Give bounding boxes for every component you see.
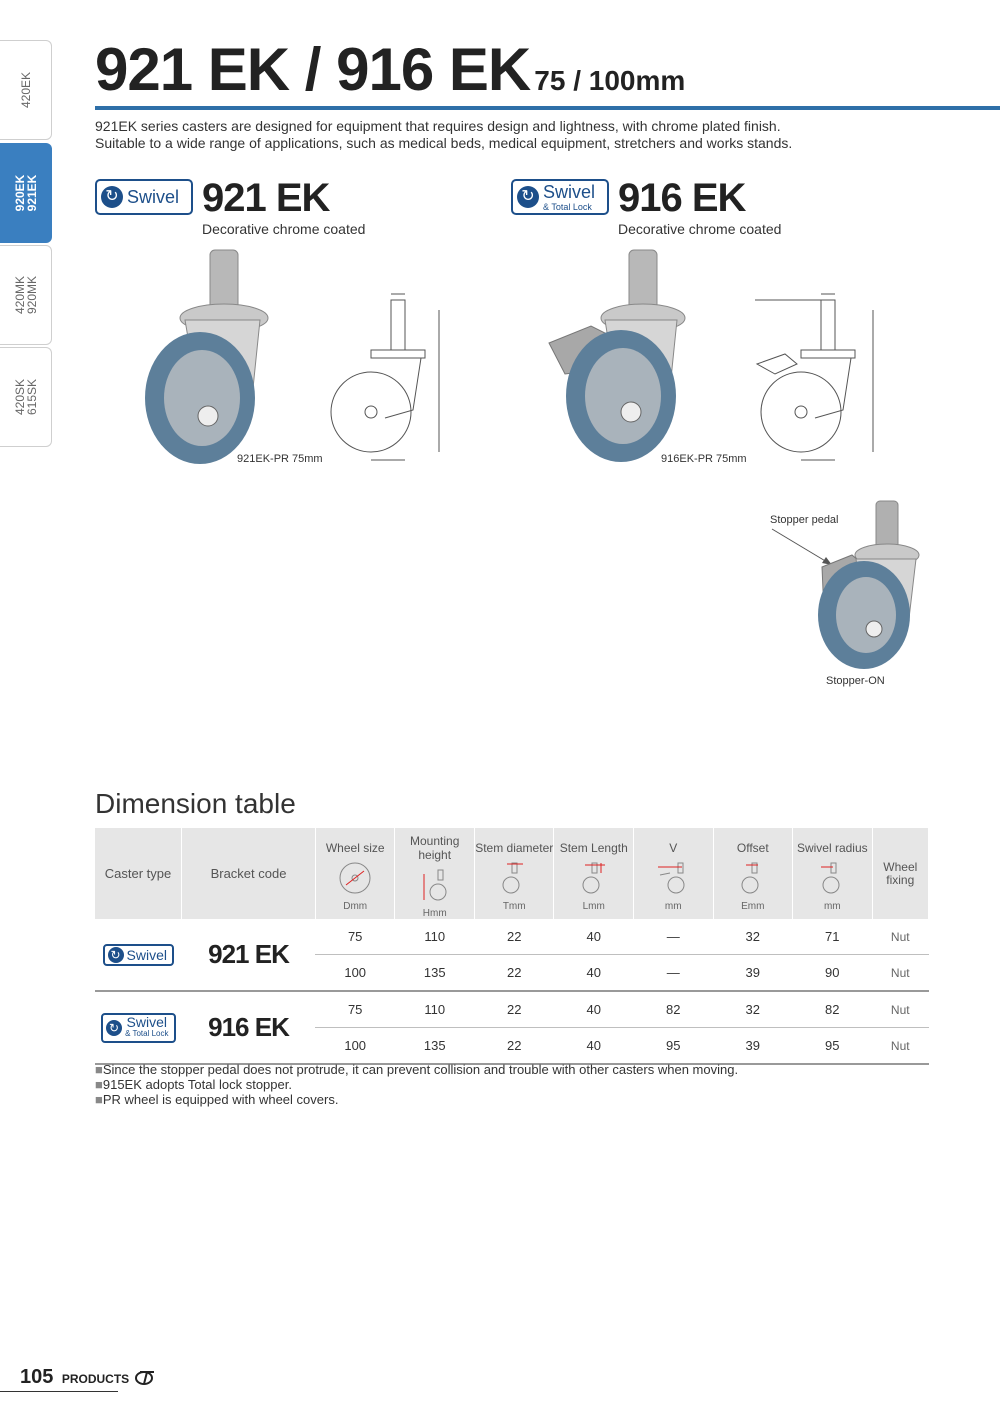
side-tab-920ek-921ek[interactable] xyxy=(0,143,52,243)
table-row xyxy=(95,991,929,1028)
page-title-size: 75 / 100mm xyxy=(534,65,686,96)
cell-stem-length: 40 xyxy=(554,955,634,992)
cell-mounting-height: 110 xyxy=(395,919,475,955)
header-mounting-height xyxy=(395,828,475,919)
note-item: ■ 915EK adopts Total lock stopper. xyxy=(95,1077,738,1092)
cell-offset: 39 xyxy=(713,955,793,992)
cell-wheel-fixing: Nut xyxy=(872,1028,928,1065)
side-tab-420ek[interactable] xyxy=(0,40,52,140)
header-wheel-fixing: Wheel fixing xyxy=(872,828,928,919)
cell-swivel-radius: 71 xyxy=(793,919,873,955)
stem-diameter-icon xyxy=(497,861,531,895)
header-label: Stem Length xyxy=(559,841,628,855)
cell-wheel-size: 100 xyxy=(315,955,395,992)
wheel-diameter-icon xyxy=(338,861,372,895)
cell-wheel-fixing: Nut xyxy=(872,919,928,955)
caster-916ek-photo xyxy=(545,248,695,468)
header-bracket-code: Bracket code xyxy=(182,828,316,919)
side-tab-420sk-615sk[interactable] xyxy=(0,347,52,447)
cell-swivel-radius: 95 xyxy=(793,1028,873,1065)
header-label: Mounting height xyxy=(410,834,460,862)
caster-916ek-drawing xyxy=(745,290,885,468)
cell-stem-diameter: 22 xyxy=(474,919,554,955)
swivel-icon: ↻ xyxy=(517,186,539,208)
title-underline xyxy=(95,106,1000,110)
cell-mounting-height: 110 xyxy=(395,991,475,1028)
offset-icon xyxy=(736,861,770,895)
swivel-icon: ↻ xyxy=(108,947,124,963)
v-dimension-icon xyxy=(656,861,690,895)
header-label: Offset xyxy=(736,841,769,855)
header-swivel-radius xyxy=(793,828,873,919)
cell-mounting-height: 135 xyxy=(395,1028,475,1065)
cell-stem-length: 40 xyxy=(554,1028,634,1065)
bracket-code-cell: 921 EK xyxy=(182,919,316,991)
header-unit: Hmm xyxy=(422,908,447,919)
badge-text xyxy=(125,1013,169,1040)
swivel-radius-icon xyxy=(815,861,849,895)
side-tab-420mk-920mk[interactable] xyxy=(0,245,52,345)
swivel-total-lock-badge xyxy=(101,1013,175,1043)
dimension-table-title: Dimension table xyxy=(95,788,296,819)
page-footer xyxy=(20,1366,156,1389)
product-model-916ek: 916 EK xyxy=(618,176,746,220)
page-title xyxy=(95,38,685,113)
note-item: ■ PR wheel is equipped with wheel covers. xyxy=(95,1092,738,1107)
intro-text xyxy=(95,118,792,152)
header-unit: mm xyxy=(823,901,841,912)
side-tab-label-text: 420MK 920MK xyxy=(12,275,39,315)
stopper-on-photo xyxy=(770,497,930,677)
swivel-badge xyxy=(95,179,193,215)
cell-offset: 32 xyxy=(713,991,793,1028)
cell-v: — xyxy=(634,919,714,955)
header-wheel-size xyxy=(315,828,395,919)
header-stem-length xyxy=(554,828,634,919)
mounting-height-icon xyxy=(418,868,452,902)
dimension-table xyxy=(95,828,929,1065)
table-header-row xyxy=(95,828,929,919)
header-unit: Dmm xyxy=(343,901,368,912)
caster-921ek-drawing xyxy=(325,290,445,468)
cell-v: 82 xyxy=(634,991,714,1028)
header-label: Wheel size xyxy=(325,841,385,855)
cell-offset: 32 xyxy=(713,919,793,955)
footer-label: PRODUCTS xyxy=(61,1372,130,1386)
footer-underline xyxy=(0,1391,118,1392)
intro-line: Suitable to a wide range of applications, such as medical beds, medical equipment, stretchers and works stands. xyxy=(95,135,793,151)
cell-wheel-fixing: Nut xyxy=(872,991,928,1028)
header-unit: Emm xyxy=(741,901,765,912)
table-row xyxy=(95,919,929,955)
header-label: V xyxy=(669,841,678,855)
cell-wheel-size: 75 xyxy=(315,991,395,1028)
badge-sublabel: & Total Lock xyxy=(125,1028,169,1038)
header-label: Stem diameter xyxy=(475,841,554,855)
header-caster-type: Caster type xyxy=(95,828,182,919)
stopper-pedal-label: Stopper pedal xyxy=(770,514,839,526)
product-caption: 916EK-PR 75mm xyxy=(661,453,747,465)
header-unit: mm xyxy=(664,901,682,912)
side-tab-label: 420EK xyxy=(18,71,33,109)
badge-sublabel: & Total Lock xyxy=(543,201,592,212)
badge-text xyxy=(543,183,595,212)
product-finish: Decorative chrome coated xyxy=(202,221,366,237)
notes xyxy=(95,1062,738,1107)
cell-wheel-size: 100 xyxy=(315,1028,395,1065)
header-unit: Lmm xyxy=(582,901,605,912)
caster-type-cell xyxy=(95,991,182,1064)
cell-mounting-height: 135 xyxy=(395,955,475,992)
badge-label: Swivel xyxy=(127,187,180,207)
caster-type-cell xyxy=(95,919,182,991)
brand-logo-icon xyxy=(134,1368,156,1386)
cell-stem-diameter: 22 xyxy=(474,991,554,1028)
cell-swivel-radius: 82 xyxy=(793,991,873,1028)
side-tab-label xyxy=(14,175,38,212)
bracket-code-cell: 916 EK xyxy=(182,991,316,1064)
product-model-921ek: 921 EK xyxy=(202,176,330,220)
page-title-main: 921 EK / 916 EK xyxy=(95,36,531,103)
swivel-icon: ↻ xyxy=(101,186,123,208)
header-label: Swivel radius xyxy=(796,841,868,855)
cell-stem-diameter: 22 xyxy=(474,1028,554,1065)
side-tab-label-text: 920EK 921EK xyxy=(12,174,39,212)
badge-label: Swivel xyxy=(126,946,168,963)
product-finish: Decorative chrome coated xyxy=(618,221,782,237)
header-stem-diameter xyxy=(474,828,554,919)
header-v xyxy=(634,828,714,919)
caster-921ek-photo xyxy=(140,248,280,468)
cell-wheel-fixing: Nut xyxy=(872,955,928,992)
cell-offset: 39 xyxy=(713,1028,793,1065)
cell-stem-length: 40 xyxy=(554,991,634,1028)
badge-label: Swivel xyxy=(126,1013,168,1030)
swivel-icon: ↻ xyxy=(106,1020,122,1036)
cell-wheel-size: 75 xyxy=(315,919,395,955)
intro-line: 921EK series casters are designed for equipment that requires design and lightness, with chrome plated finish. xyxy=(95,118,781,134)
page-number: 105 xyxy=(20,1366,54,1388)
product-caption: 921EK-PR 75mm xyxy=(237,453,323,465)
badge-label: Swivel xyxy=(543,181,596,202)
cell-v: 95 xyxy=(634,1028,714,1065)
cell-v: — xyxy=(634,955,714,992)
cell-swivel-radius: 90 xyxy=(793,955,873,992)
stopper-on-caption: Stopper-ON xyxy=(826,675,885,687)
note-item: ■ Since the stopper pedal does not protrude, it can prevent collision and trouble with other casters when moving. xyxy=(95,1062,738,1077)
cell-stem-length: 40 xyxy=(554,919,634,955)
side-tab-label xyxy=(14,276,38,314)
cell-stem-diameter: 22 xyxy=(474,955,554,992)
side-tab-label xyxy=(14,379,38,415)
header-unit: Tmm xyxy=(502,901,526,912)
swivel-total-lock-badge xyxy=(511,179,609,215)
stem-length-icon xyxy=(577,861,611,895)
header-offset xyxy=(713,828,793,919)
swivel-badge xyxy=(103,944,174,966)
side-tab-label-text: 420SK 615SK xyxy=(12,378,39,416)
